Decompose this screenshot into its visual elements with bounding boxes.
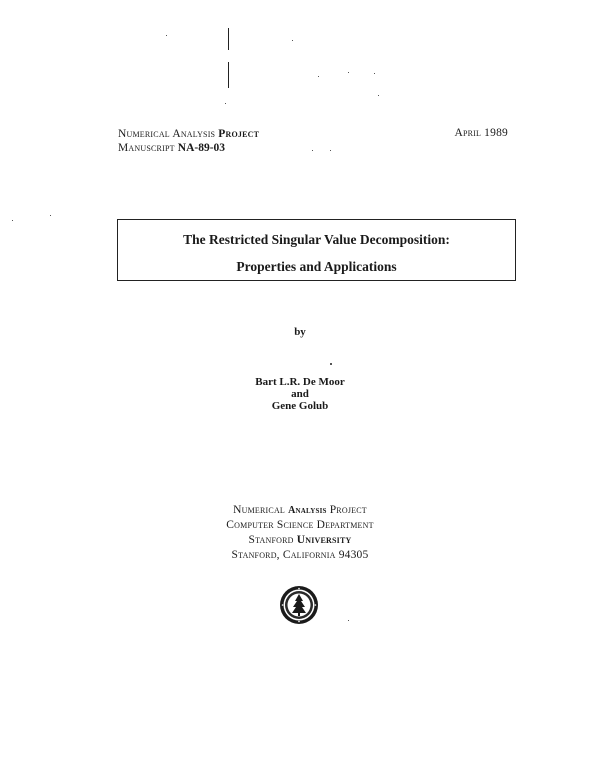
- title-line-1: The Restricted Singular Value Decomposition:: [183, 232, 450, 247]
- scan-speck: [348, 620, 349, 621]
- scan-speck: [166, 35, 167, 36]
- project-name: Numerical Analysis: [118, 128, 219, 140]
- author-block: [0, 376, 600, 412]
- manuscript-number: NA-89-03: [177, 142, 226, 154]
- affiliation-line-4: Stanford, California 94305: [231, 549, 369, 561]
- scan-speck: [330, 150, 331, 151]
- affiliation-project: Project: [326, 504, 367, 516]
- project-line: [118, 127, 259, 141]
- report-date: April 1989: [454, 127, 508, 139]
- scan-speck: [318, 76, 319, 77]
- scan-speck: [348, 72, 349, 73]
- manuscript-line: [118, 141, 259, 155]
- affiliation-analysis: Analysis: [288, 505, 327, 516]
- scan-speck: [225, 103, 226, 104]
- affiliation-block: [0, 503, 600, 563]
- affiliation-line-3: [0, 533, 600, 548]
- scan-mark: [228, 62, 229, 88]
- scan-speck: [12, 220, 13, 221]
- author-2: Gene Golub: [271, 400, 329, 412]
- affiliation-line-1: [0, 503, 600, 518]
- affiliation-numerical: Numerical: [233, 504, 289, 516]
- title-line-2: Properties and Applications: [236, 259, 397, 274]
- affiliation-university: University: [296, 534, 352, 546]
- scan-speck: [50, 215, 51, 216]
- author-conjunction: and: [291, 388, 309, 400]
- university-seal-icon: [279, 585, 319, 625]
- byline: by: [294, 326, 306, 338]
- scan-speck: [374, 73, 375, 74]
- scan-speck: [292, 40, 293, 41]
- report-header: [118, 127, 259, 155]
- scan-speck: [330, 363, 332, 365]
- affiliation-line-2: Computer Science Department: [226, 519, 374, 531]
- author-1: Bart L.R. De Moor: [255, 376, 345, 388]
- scan-speck: [378, 95, 379, 96]
- project-word: Project: [218, 128, 260, 140]
- affiliation-stanford: Stanford: [248, 534, 297, 546]
- scan-speck: [312, 150, 313, 151]
- manuscript-label: Manuscript: [118, 142, 178, 154]
- title-box: [117, 219, 516, 281]
- scan-mark: [228, 28, 229, 50]
